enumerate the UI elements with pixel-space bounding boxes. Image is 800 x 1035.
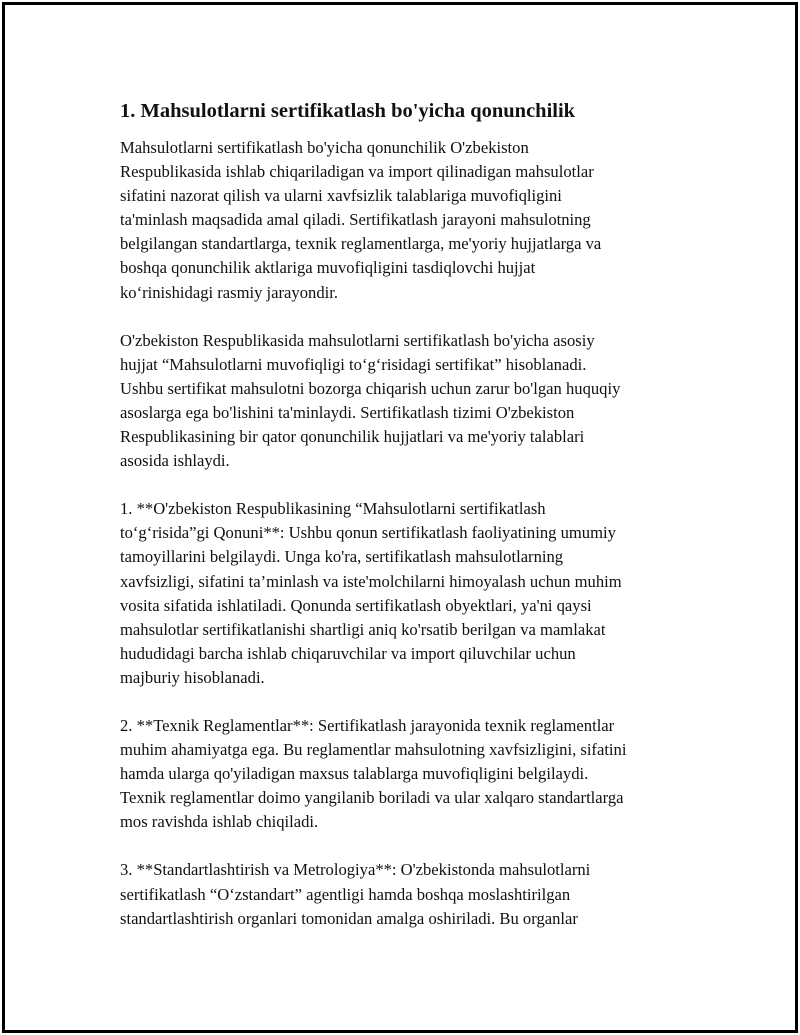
text-line: hududidagi barcha ishlab chiqaruvchilar va import qiluvchilar uchun — [120, 643, 576, 663]
text-line: O'zbekiston Respublikasida mahsulotlarni sertifikatlash bo'yicha asosiy — [120, 330, 595, 350]
text-line: Mahsulotlarni sertifikatlash bo'yicha qonunchilik O'zbekiston — [120, 138, 529, 157]
text-line: vosita sifatida ishlatiladi. Qonunda sertifikatlash obyektlari, ya'ni qaysi — [120, 595, 592, 615]
text-line: Ushbu sertifikat mahsulotni bozorga chiqarish uchun zarur bo'lgan huquqiy — [120, 378, 621, 398]
text-line: muhim ahamiyatga ega. Bu reglamentlar mahsulotning xavfsizligini, sifatini — [120, 740, 627, 760]
paragraph-item-1-law — [120, 497, 690, 690]
text-line: ko‘rinishidagi rasmiy jarayondir. — [120, 282, 338, 302]
text-line: majburiy hisoblanadi. — [120, 667, 265, 687]
paragraph-main-document — [120, 329, 690, 474]
text-line: Texnik reglamentlar doimo yangilanib boriladi va ular xalqaro standartlarga — [120, 788, 624, 808]
text-line: tamoyillarini belgilaydi. Unga ko'ra, sertifikatlash mahsulotlarning — [120, 547, 564, 567]
text-line: hujjat “Mahsulotlarni muvofiqligi to‘g‘risidagi sertifikat” hisoblanadi. — [120, 354, 587, 374]
paragraph-item-3-standardization — [120, 858, 690, 930]
text-line: asoslarga ega bo'lishini ta'minlaydi. Sertifikatlash tizimi O'zbekiston — [120, 402, 575, 422]
text-line: to‘g‘risida”gi Qonuni**: Ushbu qonun sertifikatlash faoliyatining umumiy — [120, 523, 616, 543]
paragraph-intro — [120, 136, 690, 305]
text-line: standartlashtirish organlari tomonidan amalga oshiriladi. Bu organlar — [120, 908, 578, 928]
text-line: xavfsizligi, sifatini ta’minlash va iste'molchilarni himoyalash uchun muhim — [120, 571, 622, 591]
paragraph-item-2-regulations — [120, 714, 690, 834]
text-line: mahsulotlar sertifikatlanishi shartligi aniq ko'rsatib berilgan va mamlakat — [120, 619, 606, 639]
text-line: mos ravishda ishlab chiqiladi. — [120, 812, 319, 832]
text-line: sertifikatlash “O‘zstandart” agentligi hamda boshqa moslashtirilgan — [120, 884, 571, 904]
text-line: Respublikasida ishlab chiqariladigan va import qilinadigan mahsulotlar — [120, 162, 594, 182]
document-body — [120, 98, 690, 955]
text-line: ta'minlash maqsadida amal qiladi. Sertifikatlash jarayoni mahsulotning — [120, 210, 591, 230]
text-line: hamda ularga qo'yiladigan maxsus talablarga muvofiqligini belgilaydi. — [120, 764, 589, 784]
text-line: sifatini nazorat qilish va ularni xavfsizlik talablariga muvofiqligini — [120, 186, 562, 206]
text-line: Respublikasining bir qator qonunchilik hujjatlari va me'yoriy talablari — [120, 427, 585, 447]
text-line: 3. **Standartlashtirish va Metrologiya**: O'zbekistonda mahsulotlarni — [120, 860, 591, 880]
document-page — [2, 2, 798, 1033]
text-line: boshqa qonunchilik aktlariga muvofiqligini tasdiqlovchi hujjat — [120, 258, 536, 278]
document-title: 1. Mahsulotlarni sertifikatlash bo'yicha qonunchilik — [120, 100, 576, 122]
text-line: belgilangan standartlarga, texnik reglamentlarga, me'yoriy hujjatlarga va — [120, 234, 602, 254]
text-line: asosida ishlaydi. — [120, 451, 230, 471]
text-line: 2. **Texnik Reglamentlar**: Sertifikatlash jarayonida texnik reglamentlar — [120, 715, 615, 735]
text-line: 1. **O'zbekiston Respublikasining “Mahsulotlarni sertifikatlash — [120, 499, 546, 519]
